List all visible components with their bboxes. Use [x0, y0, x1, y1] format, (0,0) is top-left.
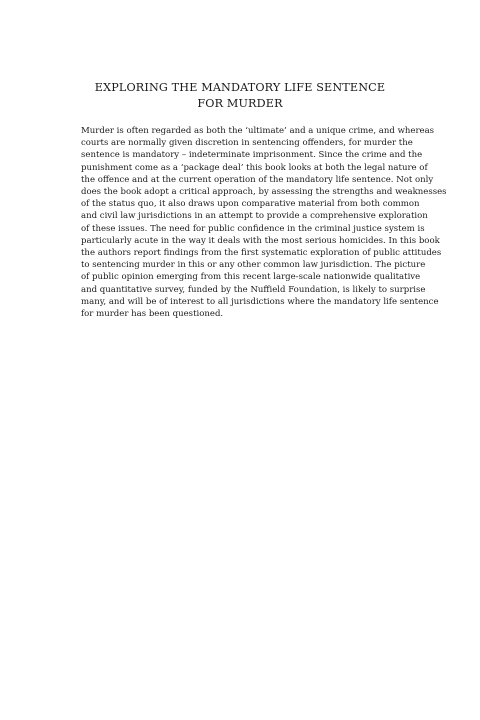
book-title-line-2: FOR MURDER [197, 96, 283, 110]
description-line: for murder has been questioned. [81, 309, 224, 320]
description-line: and civil law jurisdictions in an attempt to provide a comprehensive exploration [81, 211, 428, 222]
description-line: Murder is often regarded as both the ‘ultimate’ and a unique crime, and whereas [81, 126, 435, 136]
book-description [81, 125, 447, 320]
description-line: sentence is mandatory – indeterminate imprisonment. Since the crime and the [81, 150, 423, 161]
description-line: courts are normally given discretion in sentencing offenders, for murder the [81, 138, 413, 149]
description-line: the offence and at the current operation of the mandatory life sentence. Not only [81, 174, 434, 185]
description-line: of the status quo, it also draws upon comparative material from both common [81, 199, 420, 210]
book-title [60, 80, 420, 111]
description-line: and quantitative survey, funded by the Nuffield Foundation, is likely to surprise [81, 284, 426, 295]
description-line: the authors report findings from the first systematic exploration of public attitudes [81, 248, 442, 259]
description-line: of these issues. The need for public confidence in the criminal justice system is [81, 223, 425, 234]
description-line: to sentencing murder in this or any other common law jurisdiction. The picture [81, 260, 426, 271]
description-line: punishment come as a ‘package deal’ this book looks at both the legal nature of [81, 162, 428, 173]
description-line: does the book adopt a critical approach, by assessing the strengths and weaknesses [81, 187, 447, 198]
book-title-line-1: EXPLORING THE MANDATORY LIFE SENTENCE [94, 81, 386, 94]
description-line: many, and will be of interest to all jurisdictions where the mandatory life sentence [81, 296, 439, 307]
description-line: of public opinion emerging from this recent large-scale nationwide qualitative [81, 272, 421, 283]
description-line: particularly acute in the way it deals with the most serious homicides. In this book [81, 235, 440, 246]
